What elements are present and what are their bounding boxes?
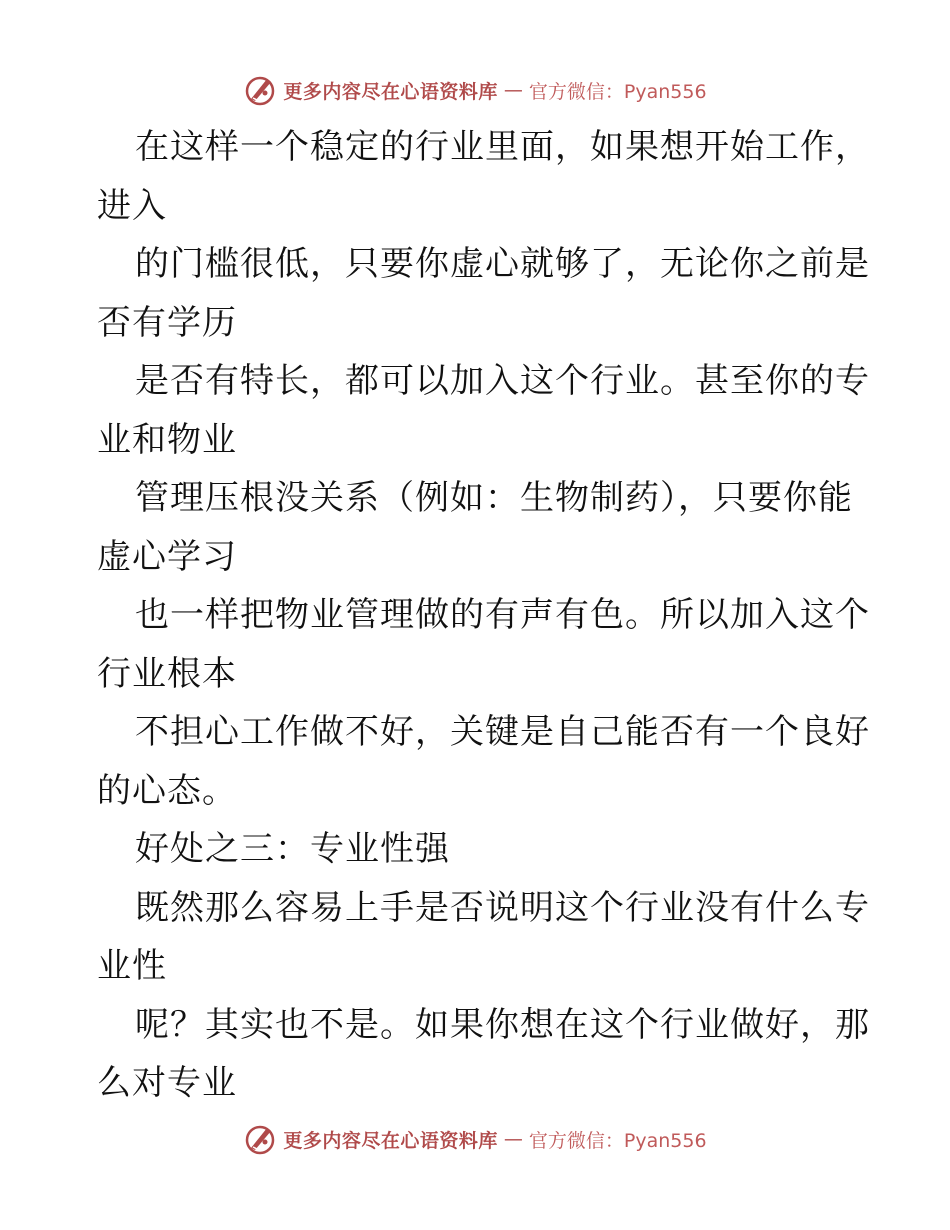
body-line: 业和物业 — [97, 419, 237, 460]
banner-title: 更多内容尽在心语资料库 — [283, 1129, 498, 1152]
footer-banner — [0, 1119, 950, 1159]
body-line: 的心态。 — [97, 770, 237, 811]
body-line: 是否有特长，都可以加入这个行业。甚至你的专 — [135, 361, 870, 401]
body-line: 进入 — [97, 185, 167, 226]
quill-pen-logo-icon — [243, 1122, 277, 1156]
banner-separator: — — [503, 79, 523, 101]
body-line: 的门槛很低，只要你虚心就够了，无论你之前是 — [135, 244, 870, 284]
body-line: 业性 — [97, 946, 167, 986]
body-line: 也一样把物业管理做的有声有色。所以加入这个 — [135, 595, 870, 635]
body-line: 呢？其实也不是。如果你想在这个行业做好，那 — [135, 1004, 870, 1045]
body-line: 虚心学习 — [97, 536, 237, 577]
body-line: 行业根本 — [97, 653, 237, 694]
banner-wechat: 官方微信：Pyan556 — [528, 1129, 707, 1152]
quill-pen-logo-icon — [243, 73, 277, 107]
body-line: 管理压根没关系（例如：生物制药），只要你能 — [135, 478, 853, 518]
body-line: 不担心工作做不好，关键是自己能否有一个良好 — [135, 712, 870, 752]
banner-wechat: 官方微信：Pyan556 — [528, 80, 707, 103]
body-line: 在这样一个稳定的行业里面，如果想开始工作， — [135, 127, 870, 167]
document-body — [97, 118, 870, 1113]
header-banner — [0, 70, 950, 110]
banner-title: 更多内容尽在心语资料库 — [283, 80, 498, 103]
body-line: 么对专业 — [97, 1063, 237, 1103]
body-line: 既然那么容易上手是否说明这个行业没有什么专 — [135, 887, 870, 928]
banner-separator: — — [503, 1128, 523, 1150]
section-heading: 好处之三：专业性强 — [135, 829, 450, 869]
body-line: 否有学历 — [97, 302, 237, 343]
